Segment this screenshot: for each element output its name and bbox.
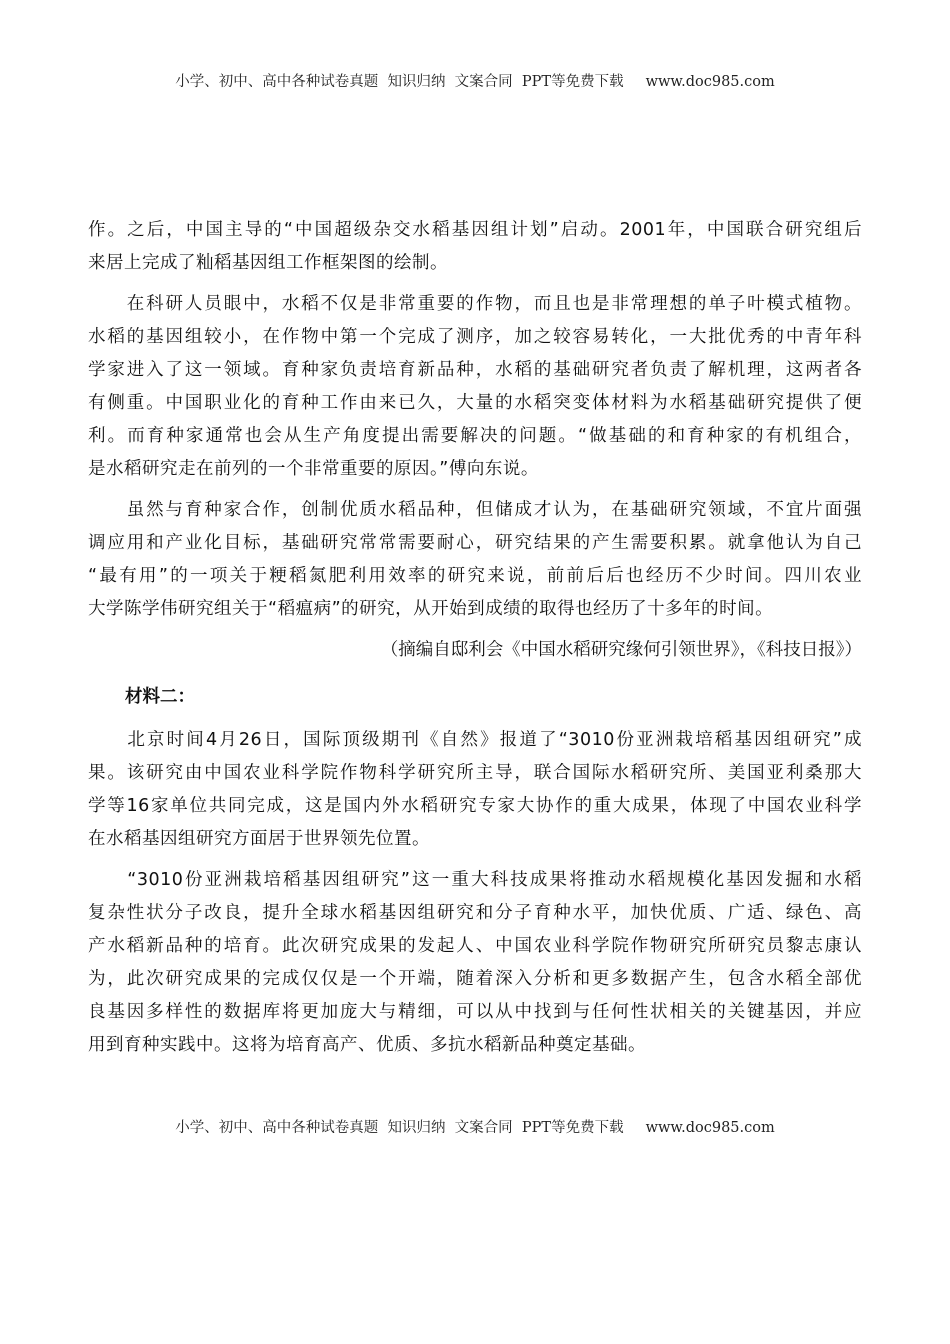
text-line: 是水稻研究走在前列的一个非常重要的原因。”傅向东说。: [88, 459, 539, 479]
text-line: 复杂性状分子改良，提升全球水稻基因组研究和分子育种水平，加快优质、广适、绿色、高: [88, 903, 862, 923]
text-line: 来居上完成了籼稻基因组工作框架图的绘制。: [88, 253, 448, 273]
text-line: 有侧重。中国职业化的育种工作由来已久，大量的水稻突变体材料为水稻基础研究提供了便: [88, 393, 862, 413]
page-header: [0, 70, 950, 91]
material-two-section: [88, 724, 862, 1062]
source-citation: （摘编自邸利会《中国水稻研究缘何引领世界》，《科技日报》）: [380, 640, 862, 660]
paragraph: [88, 724, 862, 856]
text-line: 调应用和产业化目标，基础研究常常需要耐心，研究结果的产生需要积累。就拿他认为自己: [88, 533, 862, 553]
section-heading: 材料二：: [125, 687, 195, 707]
text-line: 产水稻新品种的培育。此次研究成果的发起人、中国农业科学院作物研究所研究员黎志康认: [88, 936, 862, 956]
text-line: 良基因多样性的数据库将更加庞大与精细，可以从中找到与任何性状相关的关键基因，并应: [88, 1002, 862, 1022]
text-line: 用到育种实践中。这将为培育高产、优质、多抗水稻新品种奠定基础。: [88, 1035, 646, 1055]
paragraph: [88, 288, 862, 486]
text-line: 为，此次研究成果的完成仅仅是一个开端，随着深入分析和更多数据产生，包含水稻全部优: [88, 969, 862, 989]
text-line: 利。而育种家通常也会从生产角度提出需要解决的问题。“做基础的和育种家的有机组合，: [88, 426, 862, 446]
text-line: 北京时间4月26日，国际顶级期刊《自然》报道了“3010份亚洲栽培稻基因组研究”成: [88, 730, 862, 750]
paragraph-gap: [88, 856, 862, 864]
text-line: 果。该研究由中国农业科学院作物科学研究所主导，联合国际水稻研究所、美国亚利桑那大: [88, 763, 862, 783]
text-line: 作。之后，中国主导的“中国超级杂交水稻基因组计划”启动。2001年，中国联合研究组后: [88, 220, 862, 240]
text-line: 大学陈学伟研究组关于“稻瘟病”的研究，从开始到成绩的取得也经历了十多年的时间。: [88, 599, 774, 619]
text-line: 在水稻基因组研究方面居于世界领先位置。: [88, 829, 430, 849]
text-line: 虽然与育种家合作，创制优质水稻品种，但储成才认为，在基础研究领域，不宜片面强: [88, 500, 862, 520]
text-line: “3010份亚洲栽培稻基因组研究”这一重大科技成果将推动水稻规模化基因发掘和水稻: [88, 870, 862, 890]
text-line: “最有用”的一项关于粳稻氮肥利用效率的研究来说，前前后后也经历不少时间。四川农业: [88, 566, 862, 586]
document-body: [88, 214, 862, 1062]
text-line: 在科研人员眼中，水稻不仅是非常重要的作物，而且也是非常理想的单子叶模式植物。: [88, 294, 862, 314]
paragraph: [88, 864, 862, 1062]
paragraph: [88, 214, 862, 280]
paragraph: [88, 494, 862, 626]
header-url[interactable]: www.doc985.com: [645, 74, 775, 90]
footer-text: 小学、初中、高中各种试卷真题 知识归纳 文案合同 PPT等免费下载: [175, 1120, 624, 1136]
paragraph-gap: [88, 486, 862, 494]
text-line: 学家进入了这一领域。育种家负责培育新品种，水稻的基础研究者负责了解机理，这两者各: [88, 360, 862, 380]
text-line: 学等16家单位共同完成，这是国内外水稻研究专家大协作的重大成果，体现了中国农业科学: [88, 796, 862, 816]
text-line: 水稻的基因组较小，在作物中第一个完成了测序，加之较容易转化，一大批优秀的中青年科: [88, 327, 862, 347]
header-text: 小学、初中、高中各种试卷真题 知识归纳 文案合同 PPT等免费下载: [175, 74, 624, 90]
footer-url[interactable]: www.doc985.com: [645, 1120, 775, 1136]
page-footer: [0, 1116, 950, 1137]
paragraph-gap: [88, 280, 862, 288]
material-one-section: [88, 214, 862, 626]
